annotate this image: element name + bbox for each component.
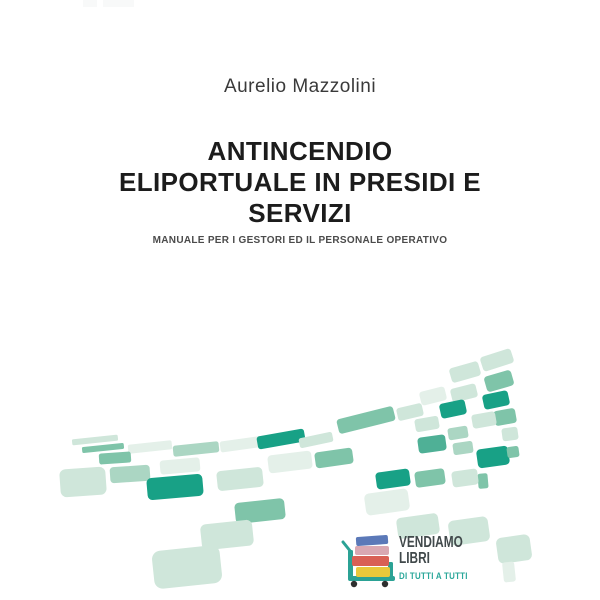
subtitle: MANUALE PER I GESTORI ED IL PERSONALE OPERATIVO <box>152 235 448 246</box>
title-line: ANTINCENDIO <box>207 136 393 166</box>
title-line: ELIPORTUALE IN PRESIDI E <box>118 167 482 197</box>
title-line: SERVIZI <box>248 198 352 228</box>
logo-name-line1: VENDIAMO <box>399 534 463 551</box>
logo-name-line2: LIBRI <box>399 550 430 567</box>
author-name: Aurelio Mazzolini <box>223 76 377 97</box>
logo-tagline: DI TUTTI A TUTTI <box>399 571 468 581</box>
